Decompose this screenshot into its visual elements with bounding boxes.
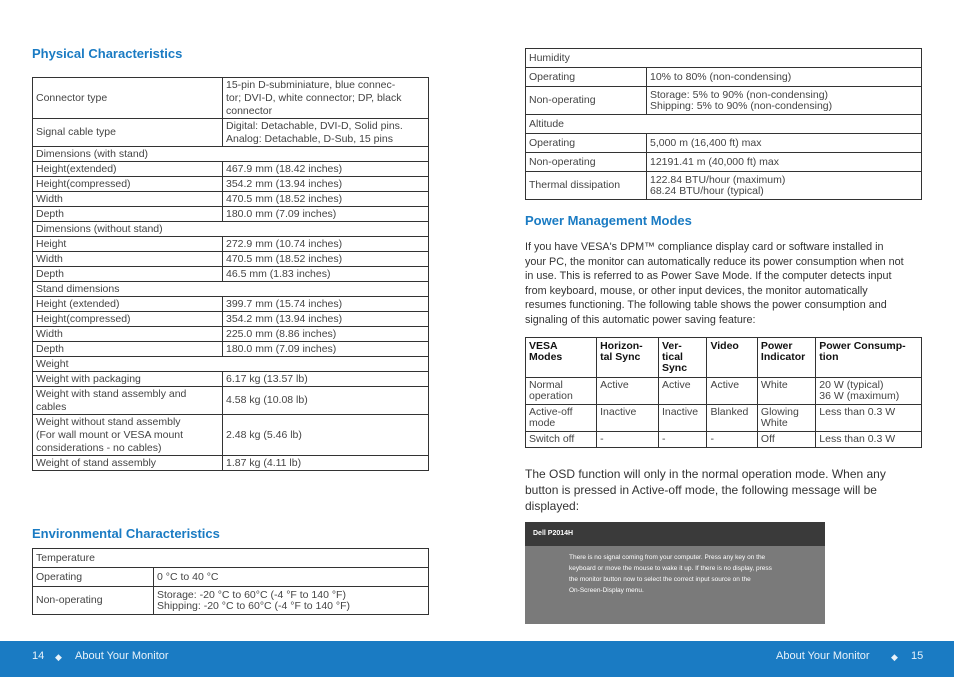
row-label: Height(extended)	[33, 162, 223, 177]
row-value: 399.7 mm (15.74 inches)	[223, 297, 429, 312]
table-row	[33, 297, 429, 312]
osd-message: There is no signal coming from your computer. Press any key on the keyboard or move the mouse to wake it up. If there is no display, press the monitor button now to select the correct input source on the On-Screen-Display menu.	[569, 554, 772, 594]
footer-right-page-number: 15	[911, 650, 924, 662]
row-label: Weight with packaging	[33, 372, 223, 387]
row-label: Non-operating	[526, 153, 647, 172]
row-value: 354.2 mm (13.94 inches)	[223, 177, 429, 192]
row-label: Weight	[33, 357, 429, 372]
row-label: Depth	[33, 342, 223, 357]
osd-message-image	[525, 522, 825, 624]
table-cell: Blanked	[707, 405, 757, 432]
row-value: Digital: Detachable, DVI-D, Solid pins. Analog: Detachable, D-Sub, 15 pins	[223, 119, 429, 147]
column-header: Power Consump- tion	[816, 338, 922, 378]
row-value: 46.5 mm (1.83 inches)	[223, 267, 429, 282]
table-row	[33, 192, 429, 207]
table-row	[33, 267, 429, 282]
row-value: Storage: 5% to 90% (non-condensing) Shipping: 5% to 90% (non-condensing)	[647, 87, 922, 115]
table-row	[526, 432, 922, 448]
table-cell: Normal operation	[526, 378, 597, 405]
table-row	[33, 587, 429, 615]
table-cell: Active	[707, 378, 757, 405]
table-cell: 20 W (typical) 36 W (maximum)	[816, 378, 922, 405]
table-row	[33, 342, 429, 357]
row-label: Depth	[33, 207, 223, 222]
table-row	[33, 237, 429, 252]
table-row	[33, 549, 429, 568]
table-row	[526, 134, 922, 153]
row-value: 15-pin D-subminiature, blue connec- tor; DVI-D, white connector; DP, black connector	[223, 78, 429, 119]
row-value: 225.0 mm (8.86 inches)	[223, 327, 429, 342]
column-header: Horizon- tal Sync	[597, 338, 659, 378]
table-row	[526, 49, 922, 68]
table-cell: Glowing White	[757, 405, 815, 432]
table-row	[33, 415, 429, 456]
table-row	[526, 172, 922, 200]
table-header-row	[526, 338, 922, 378]
row-label: Weight without stand assembly (For wall mount or VESA mount considerations - no cables)	[33, 415, 223, 456]
table-cell: Inactive	[597, 405, 659, 432]
table-row	[33, 456, 429, 471]
table-cell: Less than 0.3 W	[816, 432, 922, 448]
osd-paragraph: The OSD function will only in the normal operation mode. When any button is pressed in Active-off mode, the following message will be displayed:	[525, 467, 886, 513]
footer-left-section: About Your Monitor	[75, 650, 169, 662]
table-cell: Active	[658, 378, 707, 405]
table-row	[526, 87, 922, 115]
row-value: 180.0 mm (7.09 inches)	[223, 207, 429, 222]
row-value: 10% to 80% (non-condensing)	[647, 68, 922, 87]
row-value: 4.58 kg (10.08 lb)	[223, 387, 429, 415]
table-row	[33, 222, 429, 237]
table-row	[33, 568, 429, 587]
row-value: 470.5 mm (18.52 inches)	[223, 252, 429, 267]
column-header: Power Indicator	[757, 338, 815, 378]
row-label: Dimensions (with stand)	[33, 147, 429, 162]
table-cell: -	[597, 432, 659, 448]
row-value: 5,000 m (16,400 ft) max	[647, 134, 922, 153]
column-header: Video	[707, 338, 757, 378]
footer-right-section: About Your Monitor	[776, 650, 870, 662]
row-label: Operating	[526, 134, 647, 153]
table-row	[33, 282, 429, 297]
row-value: 470.5 mm (18.52 inches)	[223, 192, 429, 207]
row-label: Weight of stand assembly	[33, 456, 223, 471]
table-row	[33, 162, 429, 177]
row-value: 2.48 kg (5.46 lb)	[223, 415, 429, 456]
column-header: Ver- tical Sync	[658, 338, 707, 378]
footer-right-diamond-icon: ◆	[891, 652, 898, 662]
table-row	[526, 115, 922, 134]
footer-left-diamond-icon: ◆	[55, 652, 62, 662]
table-cell: White	[757, 378, 815, 405]
table-row	[526, 378, 922, 405]
table-cell: Less than 0.3 W	[816, 405, 922, 432]
row-label: Temperature	[33, 549, 429, 568]
table-row	[526, 68, 922, 87]
table-cell: Inactive	[658, 405, 707, 432]
row-label: Depth	[33, 267, 223, 282]
table-cell: Active-off mode	[526, 405, 597, 432]
table-row	[33, 252, 429, 267]
table-cell: Switch off	[526, 432, 597, 448]
physical-characteristics-table	[32, 77, 429, 471]
row-label: Height (extended)	[33, 297, 223, 312]
table-cell: -	[707, 432, 757, 448]
footer-bar	[0, 641, 954, 677]
table-row	[33, 357, 429, 372]
environmental-characteristics-title: Environmental Characteristics	[32, 526, 220, 541]
row-label: Non-operating	[526, 87, 647, 115]
osd-title: Dell P2014H	[525, 522, 825, 546]
row-label: Operating	[526, 68, 647, 87]
row-label: Width	[33, 192, 223, 207]
row-label: Thermal dissipation	[526, 172, 647, 200]
row-value: 0 °C to 40 °C	[154, 568, 429, 587]
column-header: VESA Modes	[526, 338, 597, 378]
table-cell: Off	[757, 432, 815, 448]
row-value: Storage: -20 °C to 60°C (-4 °F to 140 °F) Shipping: -20 °C to 60°C (-4 °F to 140 °F)	[154, 587, 429, 615]
row-value: 12191.41 m (40,000 ft) max	[647, 153, 922, 172]
table-row	[33, 387, 429, 415]
row-value: 272.9 mm (10.74 inches)	[223, 237, 429, 252]
row-label: Width	[33, 252, 223, 267]
table-row	[33, 147, 429, 162]
table-cell: -	[658, 432, 707, 448]
environmental-table-left	[32, 548, 429, 615]
row-label: Height	[33, 237, 223, 252]
row-label: Non-operating	[33, 587, 154, 615]
row-label: Operating	[33, 568, 154, 587]
row-value: 354.2 mm (13.94 inches)	[223, 312, 429, 327]
power-management-title: Power Management Modes	[525, 213, 692, 228]
row-label: Signal cable type	[33, 119, 223, 147]
power-management-paragraph: If you have VESA's DPM™ compliance display card or software installed in your PC, the monitor can automatically reduce its power consumption when not in use. This is referred to as Power Save Mode. If the computer detects input from keyboard, mouse, or other input devices, the monitor automatically resumes functioning. The following table shows the power consumption and signaling of this automatic power saving feature:	[525, 241, 904, 326]
row-value: 180.0 mm (7.09 inches)	[223, 342, 429, 357]
row-value: 1.87 kg (4.11 lb)	[223, 456, 429, 471]
row-label: Dimensions (without stand)	[33, 222, 429, 237]
row-label: Weight with stand assembly and cables	[33, 387, 223, 415]
row-label: Width	[33, 327, 223, 342]
table-cell: Active	[597, 378, 659, 405]
table-row	[33, 372, 429, 387]
row-label: Stand dimensions	[33, 282, 429, 297]
row-value: 122.84 BTU/hour (maximum) 68.24 BTU/hour (typical)	[647, 172, 922, 200]
row-value: 467.9 mm (18.42 inches)	[223, 162, 429, 177]
row-label: Height(compressed)	[33, 177, 223, 192]
row-label: Connector type	[33, 78, 223, 119]
table-row	[33, 312, 429, 327]
row-label: Height(compressed)	[33, 312, 223, 327]
table-row	[33, 327, 429, 342]
row-label: Altitude	[526, 115, 922, 134]
physical-characteristics-title: Physical Characteristics	[32, 46, 183, 61]
environmental-table-right	[525, 48, 922, 200]
table-row	[526, 405, 922, 432]
table-row	[33, 78, 429, 119]
table-row	[33, 207, 429, 222]
table-row	[33, 119, 429, 147]
table-row	[526, 153, 922, 172]
footer-left-page-number: 14	[32, 650, 45, 662]
power-management-table	[525, 337, 922, 448]
table-row	[33, 177, 429, 192]
row-label: Humidity	[526, 49, 922, 68]
row-value: 6.17 kg (13.57 lb)	[223, 372, 429, 387]
